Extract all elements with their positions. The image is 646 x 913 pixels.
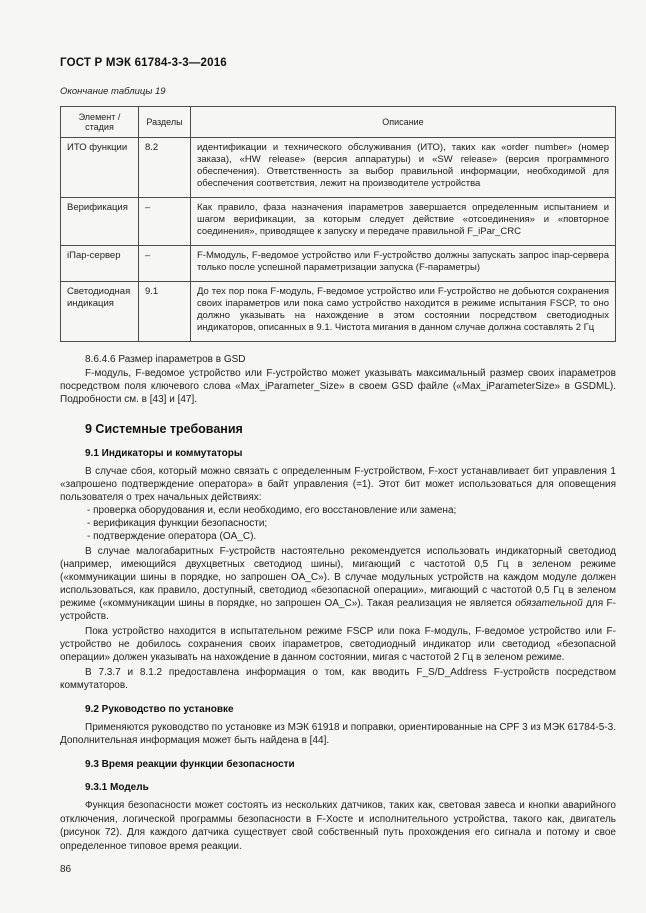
cell-description: F-Ммодуль, F-ведомое устройство или F-устройство должны запускать запрос iпар-сервера только после успешной параметризации запуска (F-параметры) <box>191 246 616 282</box>
cell-element: ИТО функции <box>61 138 139 198</box>
table-caption: Окончание таблицы 19 <box>60 86 166 97</box>
list-item: - проверка оборудования и, если необходимо, его восстановление или замена; <box>87 505 457 516</box>
cell-description: До тех пор пока F-модуль, F-ведомое устройство или F-устройство не добьются сохранения своих iпараметров или пока само устройство находится в режиме испытания FSCP, то оно должно указывать на нахождение в этом состоянии посредством светодиодных индикаторов, описанных в 9.1. Чистота мигания в данном случае должна составлять 2 Гц <box>191 282 616 342</box>
section-91-paragraph-2 <box>60 545 616 623</box>
list-item: - подтверждение оператора (OA_C). <box>87 531 257 542</box>
col-header-description: Описание <box>191 107 616 138</box>
list-item: - верификация функции безопасности; <box>87 518 268 529</box>
section-931-paragraph-1: Функция безопасности может состоять из нескольких датчиков, таких как, световая завеса и кнопки аварийного отключения, логической программы безопасности в F-Хосте и исполнительного устройства, такого как, двигатель (рисунок 72). Для каждого датчика существует свой собственный путь прохождения его сигнала и потому и свое определенное типовое время реакции. <box>60 800 616 852</box>
col-header-element: Элемент / стадия <box>61 107 139 138</box>
section-91-paragraph-1: В случае сбоя, который можно связать с определенным F-устройством, F-хост устанавливает бит управления 1 «запрошено подтверждение оператора» в байт управления (=1). Этот бит может использоваться для оповещения пользователя о трех начальных действиях: <box>60 466 616 503</box>
table-row <box>61 138 616 198</box>
section-931-title: 9.3.1 Модель <box>85 782 149 793</box>
table-row <box>61 246 616 282</box>
cell-description: Как правило, фаза назначения iпараметров завершается определенным испытанием и шагом верификации, за которым следует действие «отсоединения» и «повторное соединения», приводящее к запуску и передаче правильной F_iPar_CRC <box>191 198 616 246</box>
cell-section: – <box>139 198 191 246</box>
emphasis-text: обязательной <box>515 598 583 609</box>
cell-description: идентификации и технического обслуживания (ИТО), таких как «order number» (номер заказа), «HW release» (версия аппаратуры) и «SW release» (версия программного обеспечения). Ответственность за выбор правильной информации, необходимой для обеспечения соответствия, лежит на производителе устройства <box>191 138 616 198</box>
paragraph-text: для F-устройств. <box>60 598 616 622</box>
section-91-title: 9.1 Индикаторы и коммутаторы <box>85 448 243 459</box>
cell-element: iПар-сервер <box>61 246 139 282</box>
cell-section: 8.2 <box>139 138 191 198</box>
paragraph-text: В случае малогабаритных F-устройств настоятельно рекомендуется использовать индикаторный светодиод (например, имеющийся двухцветных светодиод шины), мигающий с частотой 0,5 Гц в зеленом режиме («коммуникации шины в порядке, но запрошен OA_C»). В случае модульных устройств на каждом модуле должен использоваться, как правило, доступный, светодиод «безопасной операции», мигающий с частотой 0,5 Гц в зеленом режиме («коммуникации шины в порядке, но запрошен OA_C»). Такая реализация не является <box>60 546 616 609</box>
cell-element: Верификация <box>61 198 139 246</box>
table-row <box>61 282 616 342</box>
clause-8646-paragraph: F-модуль, F-ведомое устройство или F-устройство может указывать максимальный размер своих iпараметров посредством поля ключевого слова «Max_iParameter_Size» в своем GSD файле («Max_iParameterSize» в GSDML). Подробности см. в [43] и [47]. <box>60 368 616 405</box>
page-number: 86 <box>60 864 72 875</box>
cell-section: 9.1 <box>139 282 191 342</box>
section-9-title: 9 Системные требования <box>85 422 243 436</box>
section-91-paragraph-4: В 7.3.7 и 8.1.2 предоставлена информация о том, как вводить F_S/D_Address F-устройств посредством коммутаторов. <box>60 667 616 691</box>
table-row <box>61 198 616 246</box>
cell-section: – <box>139 246 191 282</box>
section-92-title: 9.2 Руководство по установке <box>85 704 234 715</box>
section-91-paragraph-3: Пока устройство находится в испытательном режиме FSCP или пока F-модуль, F-ведомое устройство или F-устройство не добилось сохранения своих iпараметров, светодиодный индикатор или светодиод «безопасной операции» должен указывать на нахождение в данном состоянии, мигая с частотой 2 Гц в зеленом режиме. <box>60 626 616 663</box>
clause-8646-heading: 8.6.4.6 Размер iпараметров в GSD <box>85 354 246 365</box>
table-19-continuation <box>60 106 616 342</box>
col-header-sections: Разделы <box>139 107 191 138</box>
doc-number: ГОСТ Р МЭК 61784-3-3—2016 <box>60 57 227 69</box>
section-92-paragraph-1: Применяются руководство по установке из МЭК 61918 и поправки, ориентированные на CPF 3 из МЭК 61784-5-3. Дополнительная информация может быть найдена в [44]. <box>60 722 616 746</box>
table-header-row <box>61 107 616 138</box>
cell-element: Светодиодная индикация <box>61 282 139 342</box>
section-93-title: 9.3 Время реакции функции безопасности <box>85 759 295 770</box>
